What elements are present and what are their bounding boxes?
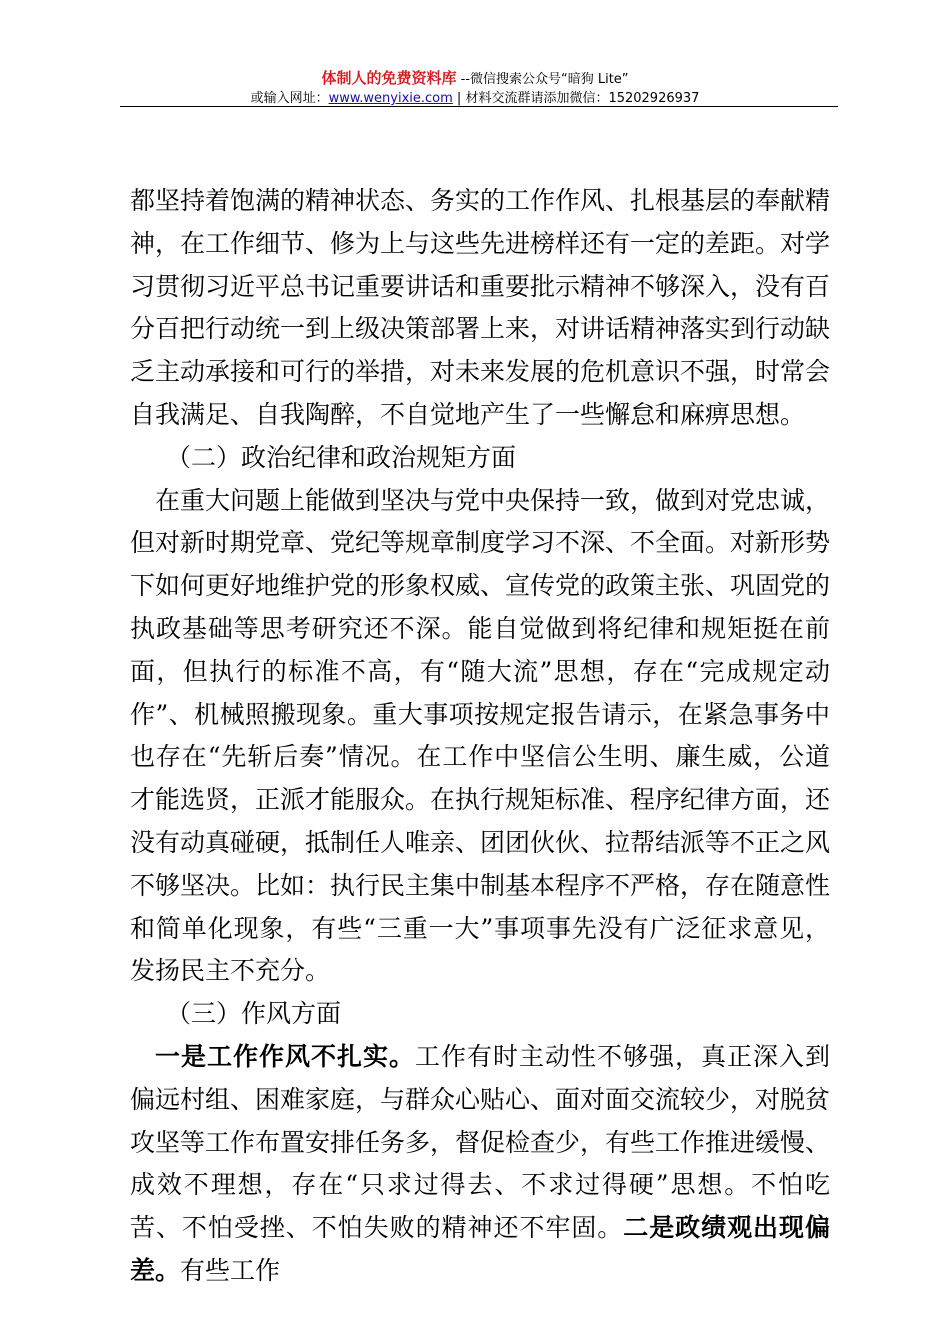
point-one-heading: 一是工作作风不扎实。: [155, 1041, 415, 1071]
page-header: [0, 68, 950, 108]
point-one-text: 工作有时主动性不够强，真正深入到偏远村组、困难家庭，与群众心贴心、面对面交流较少，对脱贫攻坚等工作布置安排任务多，督促检查少，有些工作推进缓慢、成效不理想，存在“只求过得去、不求过得硬”思想。不怕吃苦、不怕受挫、不怕失败的精神还不牢固。: [130, 1041, 831, 1243]
header-title-line: [0, 68, 950, 90]
paragraph-continued: 都坚持着饱满的精神状态、务实的工作作风、扎根基层的奉献精神，在工作细节、修为上与这些先进榜样还有一定的差距。对学习贯彻习近平总书记重要讲话和重要批示精神不够深入，没有百分百把行动统一到上级决策部署上来，对讲话精神落实到行动缺乏主动承接和可行的举措，对未来发展的危机意识不强，时常会自我满足、自我陶醉，不自觉地产生了一些懈怠和麻痹思想。: [130, 186, 831, 429]
header-wechat-note: --微信搜索公众号“暗狗 Lite”: [456, 72, 629, 87]
section-heading-political-discipline: （二）政治纪律和政治规矩方面: [166, 442, 517, 472]
section-heading-work-style: （三）作风方面: [166, 999, 342, 1029]
header-divider: [120, 106, 838, 107]
url-prefix: 或输入网址：: [250, 91, 329, 106]
paragraph-work-style: [130, 1036, 830, 1293]
website-link[interactable]: www.wenyixie.com: [328, 91, 453, 106]
document-body: [130, 180, 830, 1293]
point-two-text: 有些工作: [180, 1255, 281, 1285]
wechat-contact: | 材料交流群请添加微信：15202926937: [452, 91, 700, 106]
site-name: 体制人的免费资料库: [321, 69, 457, 87]
point-two-heading: 二是政绩观出现偏差。: [130, 1213, 830, 1285]
paragraph-political-discipline: 在重大问题上能做到坚决与党中央保持一致，做到对党忠诚，但对新时期党章、党纪等规章制度学习不深、不全面。对新形势下如何更好地维护党的形象权威、宣传党的政策主张、巩固党的执政基础等思考研究还不深。能自觉做到将纪律和规矩挺在前面，但执行的标准不高，有“随大流”思想，存在“完成规定动作”、机械照搬现象。重大事项按规定报告请示，在紧急事务中也存在“先斩后奏”情况。在工作中坚信公生明、廉生威，公道才能选贤，正派才能服众。在执行规矩标准、程序纪律方面，还没有动真碰硬，抵制任人唯亲、团团伙伙、拉帮结派等不正之风不够坚决。比如：执行民主集中制基本程序不严格，存在随意性和简单化现象，有些“三重一大”事项事先没有广泛征求意见，发扬民主不充分。: [130, 485, 831, 986]
